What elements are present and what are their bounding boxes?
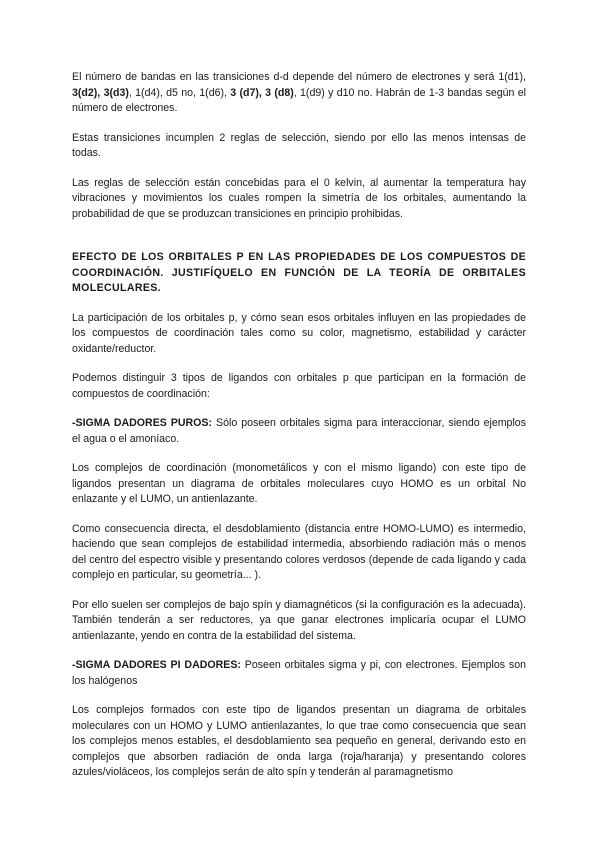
paragraph-ligand-types: Podemos distinguir 3 tipos de ligandos con orbitales p que participan en la formación de compuestos de coordinación: [72,372,526,400]
paragraph-text: Sólo poseen orbitales sigma para interaccionar, siendo ejemplos el agua o el amoníaco. [72,417,526,445]
bold-text: 3 (d7), 3 (d8) [230,86,294,99]
paragraph-p-orbitals: La participación de los orbitales p, y cómo sean esos orbitales influyen en las propiedades de los compuestos de coordinación tales como su color, magnetismo, estabilidad y carácter oxidante/reductor. [72,311,526,355]
bold-text: 3(d2), 3(d3) [72,86,129,99]
paragraph-splitting: Como consecuencia directa, el desdoblamiento (distancia entre HOMO-LUMO) es intermedio, haciendo que sean complejos de estabilidad intermedia, absorbiendo radiación más o menos del centro del espectro visible y presentando colores verdosos (depende de cada ligando y cada complejo en particular, su geometría... ). [72,522,526,581]
section-heading: EFECTO DE LOS ORBITALES P EN LAS PROPIEDADES DE LOS COMPUESTOS DE COORDINACIÓN. JUSTIFÍQUELO EN FUNCIÓN DE LA TEORÍA DE ORBITALES MOLECULARES. [72,251,526,294]
paragraph-sigma-donors [72,416,526,447]
paragraph-text: , 1(d9) y d10 no. Habrán de 1-3 bandas según el número de electrones. [72,86,526,114]
term-label: -SIGMA DADORES PUROS: [72,417,213,429]
paragraph-pi-donors [72,658,526,689]
paragraph-mo-diagram: Los complejos de coordinación (monometálicos y con el mismo ligando) con este tipo de ligandos presentan un diagrama de orbitales moleculares cuyo HOMO es un orbital No enlazante y el LUMO, un antienlazante. [72,462,526,505]
paragraph-selection-rules: Estas transiciones incumplen 2 reglas de selección, siendo por ello las menos intensas de todas. [72,131,526,159]
paragraph-text: El número de bandas en las transiciones d-d depende del número de electrones y será 1(d1), [72,71,526,83]
term-label: -SIGMA DADORES PI DADORES: [72,659,241,671]
paragraph-kelvin: Las reglas de selección están concebidas para el 0 kelvin, al aumentar la temperatura hay vibraciones y movimientos los cuales rompen la simetría de los orbitales, aumentando la probabilidad de que se produzcan transiciones en principio prohibidas. [72,176,526,220]
document-body [72,70,526,781]
paragraph-dd-bands [72,70,526,117]
paragraph-pi-complexes: Los complejos formados con este tipo de ligandos presentan un diagrama de orbitales moleculares con un HOMO y LUMO antienlazantes, lo que trae como consecuencia que sean los complejos menos estables, el desdoblamiento sea pequeño en general, derivando esto en complejos que absorben radiación de onda larga (roja/haranja) y presentando colores azules/violáceos, los complejos serán de alto spín y tenderán al paramagnetismo [72,704,526,778]
paragraph-text: Poseen orbitales sigma y pi, con electrones. Ejemplos son los halógenos [72,659,526,687]
paragraph-low-spin: Por ello suelen ser complejos de bajo spín y diamagnéticos (si la configuración es la adecuada). También tenderán a ser reductores, ya que ganar electrones implicaría ocupar el LUMO antienlazante, yendo en contra de la estabilidad del sistema. [72,598,526,642]
paragraph-text: , 1(d4), d5 no, 1(d6), [128,86,231,99]
